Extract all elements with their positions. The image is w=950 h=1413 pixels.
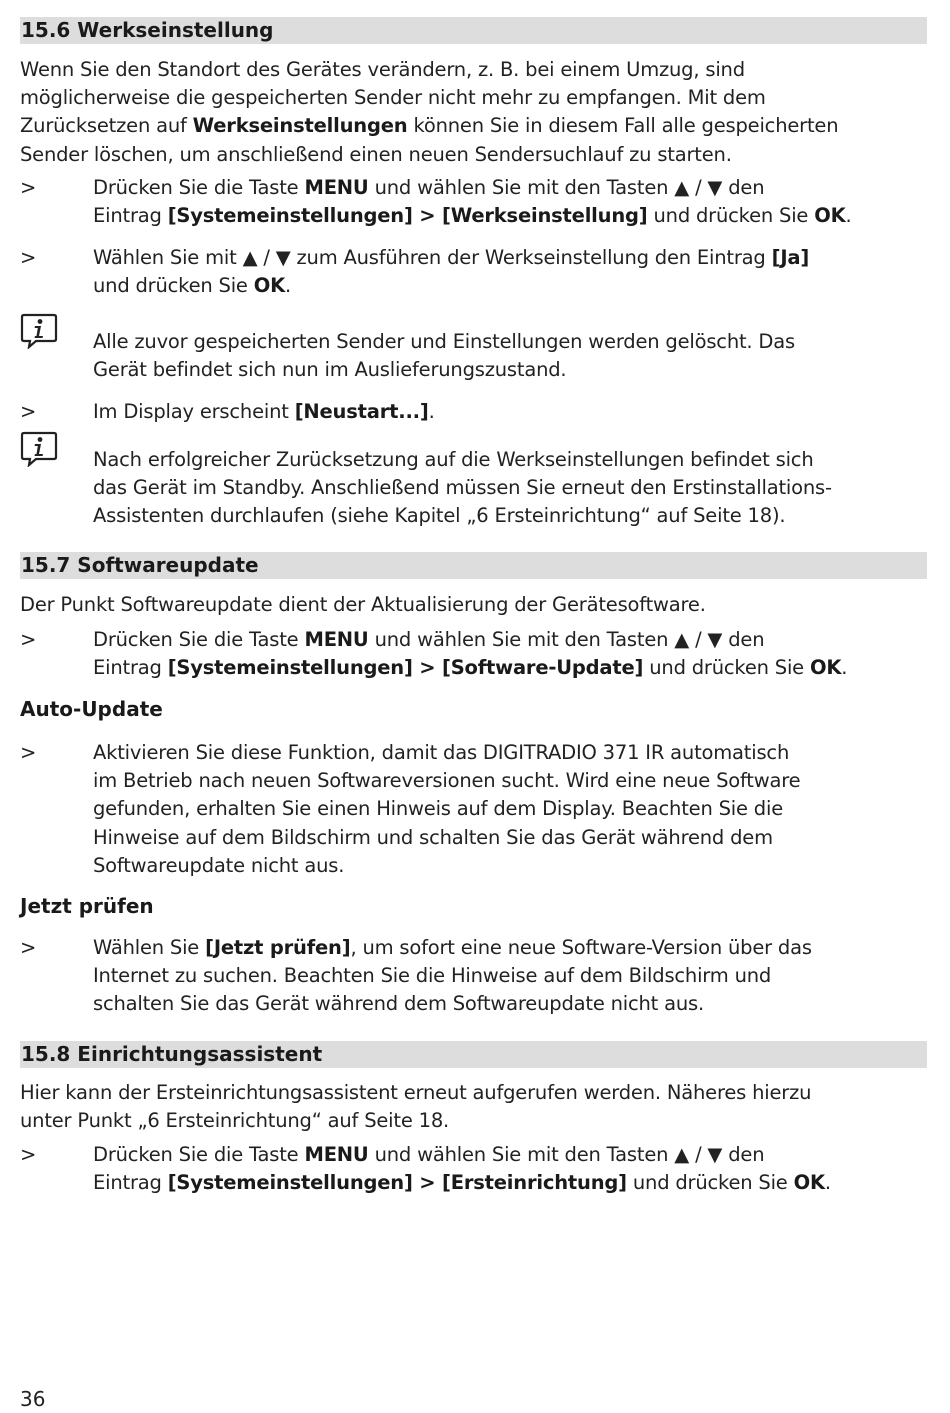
section-heading-15-7: 15.7 Softwareupdate bbox=[20, 552, 927, 579]
bullet-marker: > bbox=[20, 741, 37, 764]
info-icon bbox=[20, 431, 58, 467]
subheading-jetzt-pruefen: Jetzt prüfen bbox=[20, 894, 154, 918]
bullet-marker: > bbox=[20, 1143, 37, 1166]
section-15-8-intro: Hier kann der Ersteinrichtungsassistent erneut aufgerufen werden. Näheres hierzu unter Punkt „6 Ersteinrichtung“ auf Seite 18. bbox=[20, 1081, 812, 1133]
info-icon bbox=[20, 313, 58, 349]
subheading-auto-update: Auto-Update bbox=[20, 697, 163, 721]
section-15-6-intro: Wenn Sie den Standort des Gerätes verändern, z. B. bei einem Umzug, sind möglicherweise die gespeicherten Sender nicht mehr zu empfangen. Mit dem Zurücksetzen auf Werkseinstellungen können Sie in diesem Fall alle gespeicherten Sender löschen, um anschließend einen neuen Sendersuchlauf zu starten. bbox=[20, 58, 839, 166]
bullet-marker: > bbox=[20, 400, 37, 423]
page-number: 36 bbox=[20, 1387, 46, 1411]
bullet-marker: > bbox=[20, 246, 37, 269]
section-15-7-intro: Der Punkt Softwareupdate dient der Aktualisierung der Gerätesoftware. bbox=[20, 593, 706, 616]
bullet-marker: > bbox=[20, 936, 37, 959]
section-heading-15-6: 15.6 Werkseinstellung bbox=[20, 17, 927, 44]
bullet-marker: > bbox=[20, 176, 37, 199]
bullet-marker: > bbox=[20, 628, 37, 651]
section-heading-15-8: 15.8 Einrichtungsassistent bbox=[20, 1041, 927, 1068]
note-settings-deleted: Alle zuvor gespeicherten Sender und Einstellungen werden gelöscht. Das Gerät befindet sich nun im Auslieferungszustand. bbox=[93, 330, 795, 382]
note-standby-after-reset: Nach erfolgreicher Zurücksetzung auf die Werkseinstellungen befindet sich das Gerät im Standby. Anschließend müssen Sie erneut den Erstinstallations- Assistenten durchlaufen (siehe Kapitel „6 Ersteinrichtung“ auf Seite 18). bbox=[93, 448, 832, 528]
